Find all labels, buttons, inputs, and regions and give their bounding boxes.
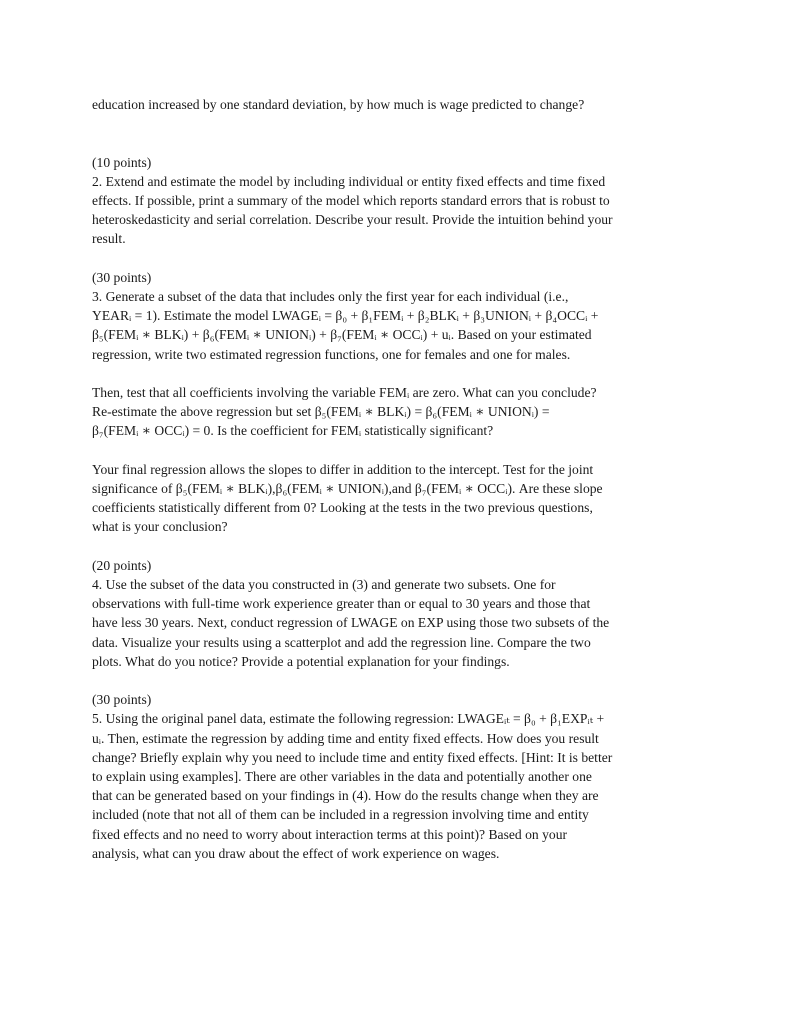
- equation-line: Re-estimate the above regression but set β₅(FEMᵢ ∗ BLKᵢ) = β₆(FEMᵢ ∗ UNIONᵢ) =: [92, 404, 550, 420]
- equation-line: YEARᵢ = 1). Estimate the model LWAGEᵢ = β₀ + β₁FEMᵢ + β₂BLKᵢ + β₃UNIONᵢ + β₄OCCᵢ +: [92, 308, 599, 324]
- equation-line: β₇(FEMᵢ ∗ OCCᵢ) = 0. Is the coefficient for FEMᵢ statistically significant?: [92, 423, 494, 439]
- text-line: Your final regression allows the slopes to differ in addition to the intercept. Test for the joint: [92, 461, 594, 477]
- points-label: (10 points): [92, 154, 152, 170]
- text-line: included (note that not all of them can be included in a regression involving time and entity: [92, 807, 589, 823]
- text-line: analysis, what can you draw about the effect of work experience on wages.: [92, 845, 500, 861]
- equation-line: significance of β₅(FEMᵢ ∗ BLKᵢ),β₆(FEMᵢ ∗ UNIONᵢ),and β₇(FEMᵢ ∗ OCCᵢ). Are these slope: [92, 480, 603, 496]
- text-line: plots. What do you notice? Provide a potential explanation for your findings.: [92, 653, 510, 669]
- text-line: data. Visualize your results using a scatterplot and add the regression line. Compare the two: [92, 634, 591, 650]
- text-line: heteroskedasticity and serial correlation. Describe your result. Provide the intuition behind your: [92, 212, 613, 228]
- text-line: have less 30 years. Next, conduct regression of LWAGE on EXP using those two subsets of the: [92, 615, 610, 631]
- text-line: regression, write two estimated regression functions, one for females and one for males.: [92, 346, 571, 362]
- text-line: change? Briefly explain why you need to include time and entity fixed effects. [Hint: It is better: [92, 749, 613, 765]
- text-line: to explain using examples]. There are other variables in the data and potentially another one: [92, 769, 592, 784]
- equation-line: 5. Using the original panel data, estimate the following regression: LWAGEᵢₜ = β₀ + β₁EXPᵢₜ +: [92, 711, 605, 727]
- text-line: coefficients statistically different from 0? Looking at the tests in the two previous questions,: [92, 500, 593, 516]
- text-line: Then, test that all coefficients involving the variable FEMᵢ are zero. What can you conclude?: [92, 384, 597, 400]
- text-line: education increased by one standard deviation, by how much is wage predicted to change?: [92, 97, 585, 112]
- equation-line: β₅(FEMᵢ ∗ BLKᵢ) + β₆(FEMᵢ ∗ UNIONᵢ) + β₇(FEMᵢ ∗ OCCᵢ) + uᵢ. Based on your estimated: [92, 327, 592, 343]
- text-line: 2. Extend and estimate the model by including individual or entity fixed effects and time fixed: [92, 173, 606, 189]
- document-body: [92, 95, 707, 863]
- blank-line: [92, 249, 707, 268]
- blank-line: [92, 441, 707, 460]
- blank-line: [92, 114, 707, 133]
- text-line: 4. Use the subset of the data you constructed in (3) and generate two subsets. One for: [92, 576, 556, 592]
- points-label: (30 points): [92, 269, 152, 285]
- text-line: result.: [92, 231, 126, 247]
- text-line: observations with full-time work experience greater than or equal to 30 years and those that: [92, 596, 591, 612]
- text-line: fixed effects and no need to worry about interaction terms at this point)? Based on your: [92, 826, 568, 842]
- text-line: effects. If possible, print a summary of the model which reports standard errors that is robust to: [92, 192, 610, 208]
- text-line: that can be generated based on your findings in (4). How do the results change when they are: [92, 788, 599, 804]
- blank-line: [92, 671, 707, 690]
- blank-line: [92, 537, 707, 556]
- blank-line: [92, 364, 707, 383]
- blank-line: [92, 133, 707, 152]
- text-line: what is your conclusion?: [92, 519, 228, 535]
- points-label: (30 points): [92, 692, 152, 708]
- text-line: uᵢ. Then, estimate the regression by adding time and entity fixed effects. How does you result: [92, 730, 599, 746]
- points-label: (20 points): [92, 557, 152, 573]
- text-line: 3. Generate a subset of the data that includes only the first year for each individual (i.e.,: [92, 288, 569, 304]
